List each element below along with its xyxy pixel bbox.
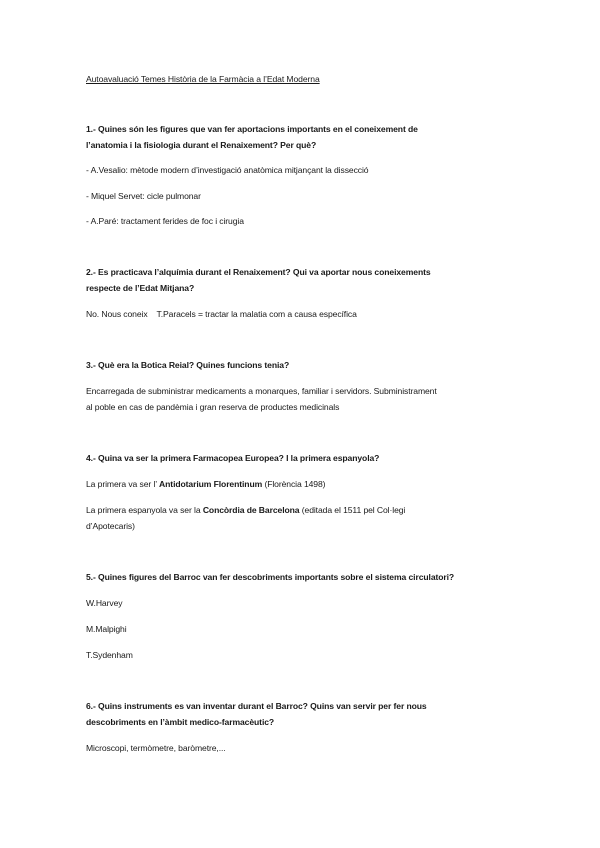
- answer-1-item: - A.Vesalio: mètode modern d’investigació anatòmica mitjançant la dissecció: [86, 165, 369, 175]
- question-1-line-2: l’anatomia i la fisiologia durant el Renaixement? Per què?: [86, 140, 317, 150]
- answer-4-text: La primera espanyola va ser la: [86, 505, 203, 515]
- answer-1-item: - A.Paré: tractament ferides de foc i cirugia: [86, 216, 244, 226]
- question-3: 3.- Què era la Botica Reial? Quines funcions tenia?: [86, 360, 290, 370]
- answer-5-item: T.Sydenham: [86, 650, 133, 660]
- answer-3-line-2: al poble en cas de pandèmia i gran reserva de productes medicinals: [86, 402, 340, 412]
- answer-4-text: (editada el 1511 pel Col·legi: [299, 505, 406, 515]
- answer-4-line-1: [86, 479, 325, 489]
- question-4: 4.- Quina va ser la primera Farmacopea Europea? I la primera espanyola?: [86, 453, 380, 463]
- question-1-line-1: 1.- Quines són les figures que van fer aportacions importants en el coneixement de: [86, 124, 418, 134]
- question-2-line-2: respecte de l’Edat Mitjana?: [86, 283, 195, 293]
- question-6-line-1: 6.- Quins instruments es van inventar durant el Barroc? Quins van servir per fer nous: [86, 701, 427, 711]
- question-5: 5.- Quines figures del Barroc van fer descobriments importants sobre el sistema circulatori?: [86, 572, 455, 582]
- answer-3-line-1: Encarregada de subministrar medicaments a monarques, familiar i servidors. Subministrament: [86, 386, 437, 396]
- answer-5-item: M.Malpighi: [86, 624, 127, 634]
- question-2-line-1: 2.- Es practicava l’alquímia durant el Renaixement? Qui va aportar nous coneixements: [86, 267, 431, 277]
- answer-6: Microscopi, termòmetre, baròmetre,...: [86, 743, 226, 753]
- answer-4-line-2: [86, 505, 405, 515]
- answer-5-item: W.Harvey: [86, 598, 123, 608]
- document-title: Autoavaluació Temes Història de la Farmàcia a l’Edat Moderna: [86, 74, 320, 84]
- answer-4-highlight: Concòrdia de Barcelona: [202, 505, 300, 515]
- answer-4-text: (Florència 1498): [262, 479, 326, 489]
- answer-4-line-3: d’Apotecaris): [86, 521, 135, 531]
- answer-4-highlight: Antidotarium Florentinum: [159, 479, 263, 489]
- answer-2: No. Nous coneix T.Paracels = tractar la malatia com a causa específica: [86, 309, 357, 319]
- answer-1-item: - Miquel Servet: cicle pulmonar: [86, 191, 201, 201]
- answer-4-text: La primera va ser l’: [86, 479, 160, 489]
- question-6-line-2: descobriments en l’àmbit medico-farmacèutic?: [86, 717, 275, 727]
